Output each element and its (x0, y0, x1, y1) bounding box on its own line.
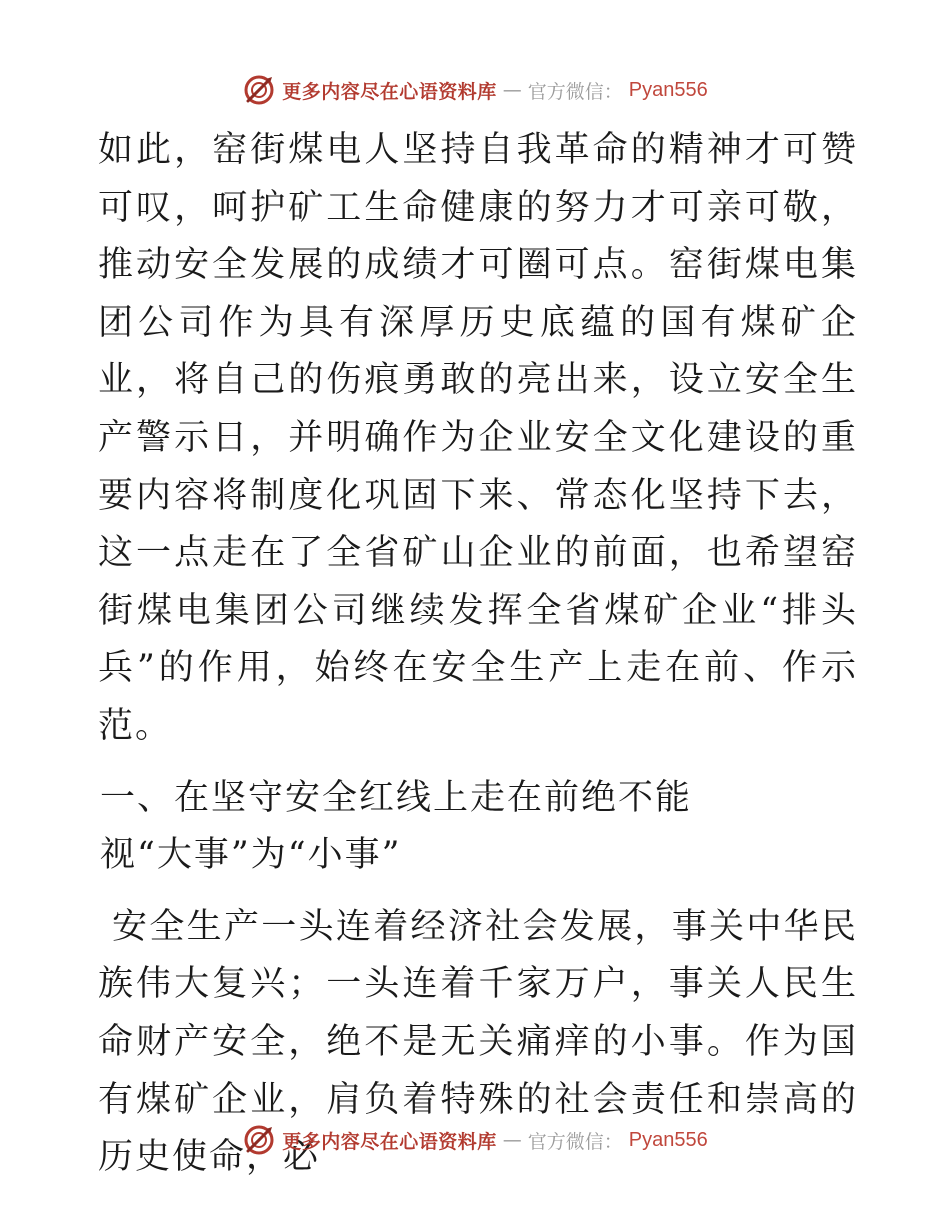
document-body (98, 122, 858, 1187)
section-heading-1: 一、在坚守安全红线上走在前绝不能视“大事”为“小事” (100, 777, 693, 876)
watermark-wechat-label: 官方微信： (527, 80, 623, 103)
watermark-wechat-id: Pyan556 (628, 1128, 708, 1151)
watermark-wechat-id: Pyan556 (628, 78, 708, 101)
brush-circle-logo-icon (242, 73, 276, 107)
watermark-site-text: 更多内容尽在心语资料库 (282, 80, 497, 103)
paragraph-1: 如此，窑街煤电人坚持自我革命的精神才可赞可叹，呵护矿工生命健康的努力才可亲可敬，推动安全发展的成绩才可圈可点。窑街煤电集团公司作为具有深厚历史底蕴的国有煤矿企业，将自己的伤痕勇敢的亮出来，设立安全生产警示日，并明确作为企业安全文化建设的重要内容将制度化巩固下来、常态化坚持下去，这一点走在了全省矿山企业的前面，也希望窑街煤电集团公司继续发挥全省煤矿企业“排头兵”的作用，始终在安全生产上走在前、作示范。 (98, 130, 858, 746)
header-watermark-banner (0, 70, 950, 110)
watermark-separator: — (502, 1129, 522, 1151)
brush-circle-logo-icon (242, 1123, 276, 1157)
watermark-site-text: 更多内容尽在心语资料库 (282, 1130, 497, 1153)
footer-watermark-banner (0, 1120, 950, 1160)
paragraph-2: 安全生产一头连着经济社会发展，事关中华民族伟大复兴；一头连着千家万户，事关人民生命财产安全，绝不是无关痛痒的小事。作为国有煤矿企业，肩负着特殊的社会责任和崇高的历史使命，必 (98, 906, 858, 1178)
watermark-separator: — (502, 79, 522, 101)
watermark-wechat-label: 官方微信： (527, 1130, 623, 1153)
